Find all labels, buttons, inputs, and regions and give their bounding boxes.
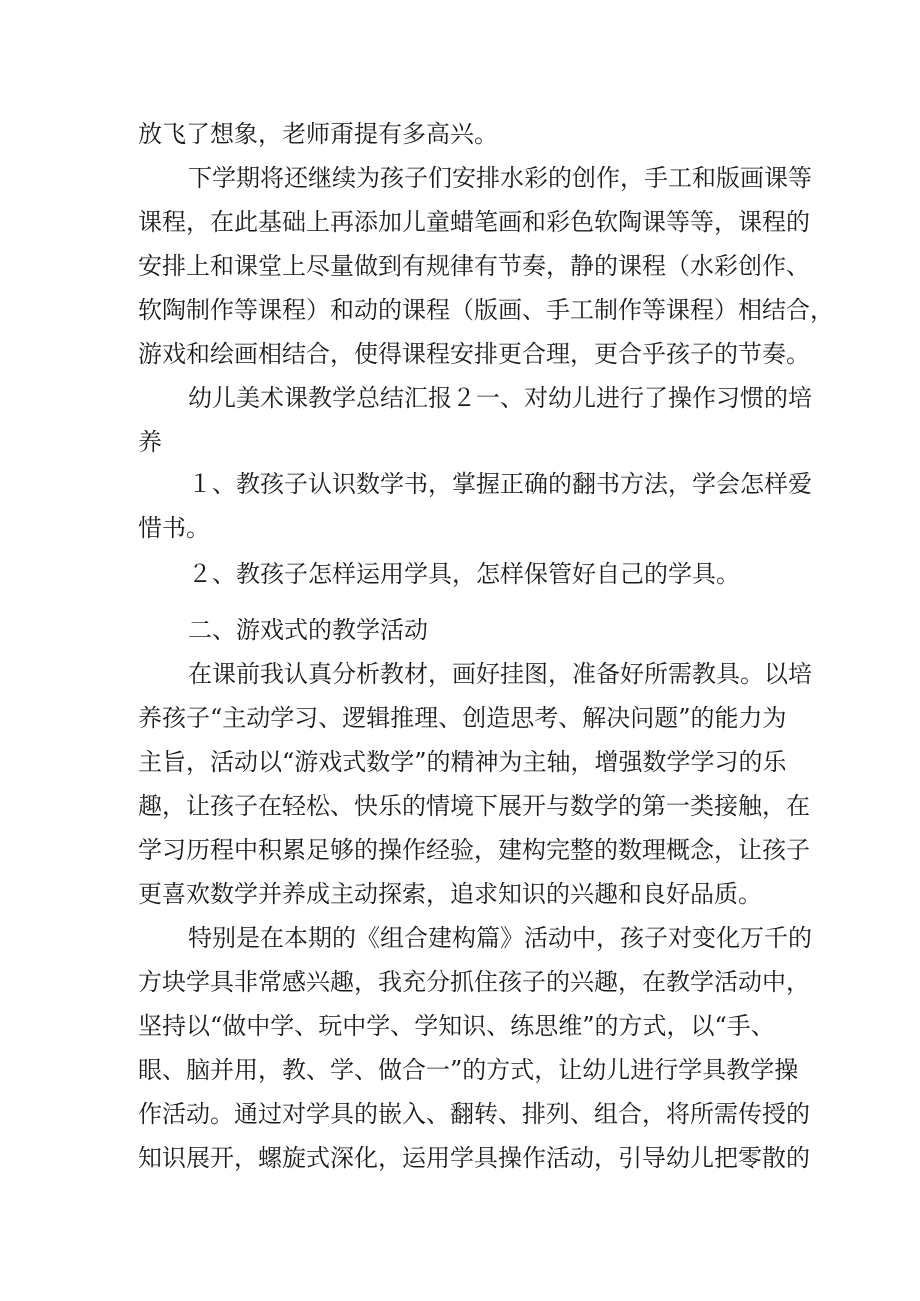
text-line: 眼、脑并用，教、学、做合一”的方式，让幼儿进行学具教学操 (138, 1056, 799, 1084)
text-line: 学习历程中积累足够的操作经验，建构完整的数理概念，让孩子 (138, 836, 810, 864)
text-line: 更喜欢数学并养成主动探索，追求知识的兴趣和良好品质。 (138, 880, 762, 908)
text-line: １、教孩子认识数学书，掌握正确的翻书方法，学会怎样爱 (188, 470, 812, 498)
text-line: 坚持以“做中学、玩中学、学知识、练思维”的方式，以“手、 (138, 1012, 775, 1040)
text-line: 养孩子“主动学习、逻辑推理、创造思考、解决问题”的能力为 (138, 704, 787, 732)
text-line: 放飞了想象，老师甭提有多高兴。 (138, 120, 498, 148)
section-heading: 二、游戏式的教学活动 (188, 616, 428, 644)
text-line: 课程，在此基础上再添加儿童蜡笔画和彩色软陶课等等，课程的 (138, 208, 810, 236)
text-line: 趣，让孩子在轻松、快乐的情境下展开与数学的第一类接触，在 (138, 792, 810, 820)
text-line: 惜书。 (138, 514, 210, 542)
text-line: ２、教孩子怎样运用学具，怎样保管好自己的学具。 (188, 560, 740, 588)
text-line: 作活动。通过对学具的嵌入、翻转、排列、组合，将所需传授的 (138, 1100, 810, 1128)
text-line: 游戏和绘画相结合，使得课程安排更合理，更合乎孩子的节奏。 (138, 340, 810, 368)
text-line: 软陶制作等课程）和动的课程（版画、手工制作等课程）相结合， (138, 296, 834, 324)
text-line: 安排上和课堂上尽量做到有规律有节奏，静的课程（水彩创作、 (138, 252, 810, 280)
text-line: 方块学具非常感兴趣，我充分抓住孩子的兴趣，在教学活动中， (138, 968, 810, 996)
text-line: 养 (138, 428, 162, 456)
text-line: 下学期将还继续为孩子们安排水彩的创作，手工和版画课等 (188, 164, 812, 192)
text-line: 在课前我认真分析教材，画好挂图，准备好所需教具。以培 (188, 660, 812, 688)
text-line: 特别是在本期的《组合建构篇》活动中，孩子对变化万千的 (188, 924, 812, 952)
text-line: 幼儿美术课教学总结汇报２一、对幼儿进行了操作习惯的培 (188, 384, 812, 412)
text-line: 主旨，活动以“游戏式数学”的精神为主轴，增强数学学习的乐 (138, 748, 787, 776)
text-line: 知识展开，螺旋式深化，运用学具操作活动，引导幼儿把零散的 (138, 1144, 810, 1172)
